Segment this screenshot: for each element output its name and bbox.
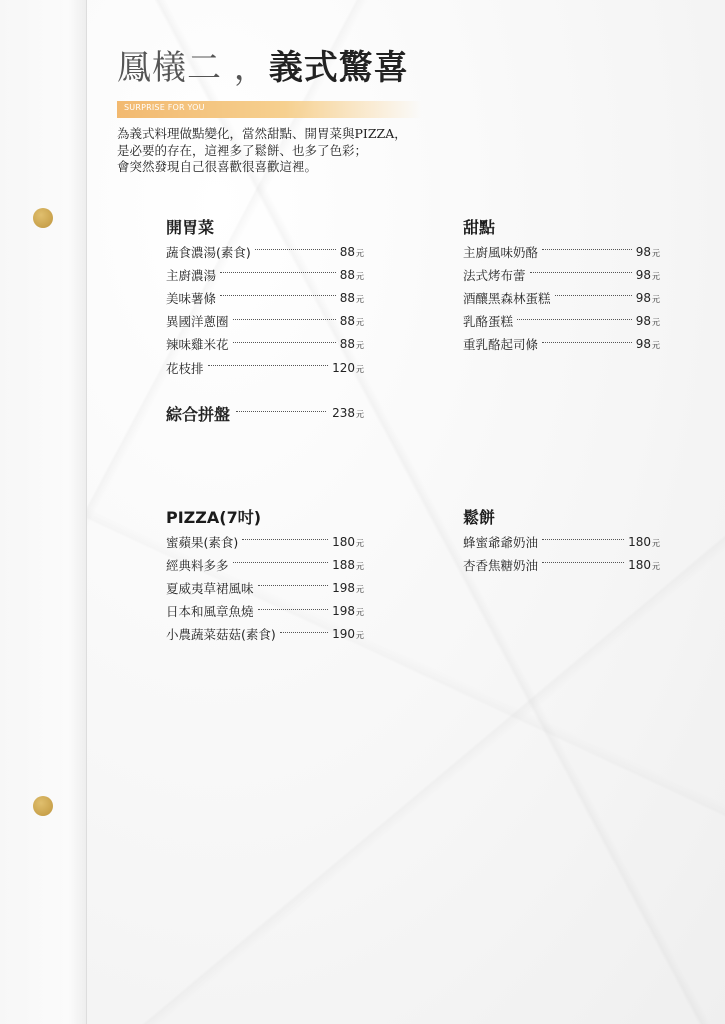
- leader-dots: [233, 562, 329, 563]
- leader-dots: [258, 609, 329, 610]
- item-name: 酒釀黑森林蛋糕: [463, 290, 551, 306]
- menu-item: [166, 240, 364, 263]
- item-price: 88元: [339, 314, 364, 329]
- item-price: 198元: [332, 580, 364, 595]
- leader-dots: [233, 342, 336, 343]
- leader-dots: [542, 249, 632, 250]
- leader-dots: [542, 342, 632, 343]
- item-name: 蜜蘋果(素食): [166, 534, 239, 550]
- intro-line: 會突然發現自己很喜歡很喜歡這裡。: [117, 159, 318, 174]
- binding-strip: [0, 0, 87, 1024]
- leader-dots: [220, 272, 336, 273]
- page-title: [117, 44, 409, 92]
- item-price: 98元: [635, 314, 660, 329]
- item-price: 180元: [628, 534, 660, 549]
- item-price: 88元: [339, 290, 364, 305]
- item-price: 88元: [339, 244, 364, 259]
- appetizers-section: [166, 216, 364, 379]
- item-price: 98元: [635, 267, 660, 282]
- item-price: 88元: [339, 337, 364, 352]
- menu-item: [463, 263, 660, 286]
- combo-platter: [166, 400, 364, 426]
- item-price: 198元: [332, 604, 364, 619]
- title-light: 鳳檥二 ，: [117, 48, 269, 88]
- intro-line: 是必要的存在，這裡多了鬆餅、也多了色彩；: [117, 142, 368, 158]
- banner-text: SURPRISE FOR YOU: [124, 103, 205, 112]
- intro-text: [117, 126, 477, 176]
- item-name: 辣味雞米花: [166, 337, 229, 353]
- item-name: 乳酪蛋糕: [463, 314, 514, 330]
- title-bold: 義式驚喜: [268, 48, 409, 88]
- binder-hole-bottom: [33, 796, 53, 816]
- menu-item: [166, 333, 364, 356]
- menu-item: [463, 240, 660, 263]
- binder-hole-top: [33, 208, 53, 228]
- section-title: 開胃菜: [166, 218, 215, 237]
- menu-item: [463, 310, 660, 333]
- menu-item: [166, 553, 364, 576]
- item-price: 88元: [339, 267, 364, 282]
- item-price: 180元: [628, 557, 660, 572]
- menu-item: [463, 333, 660, 356]
- item-name: 蔬食濃湯(素食): [166, 244, 251, 260]
- leader-dots: [517, 319, 632, 320]
- item-price: 98元: [635, 337, 660, 352]
- menu-item: [166, 356, 364, 379]
- menu-item: [463, 286, 660, 309]
- menu-item: [166, 530, 364, 553]
- subtitle-banner: [117, 101, 422, 118]
- item-price: 190元: [332, 627, 364, 642]
- waffles-section: [463, 506, 660, 576]
- item-name: 夏威夷草裙風味: [166, 580, 254, 596]
- item-name: 主廚濃湯: [166, 267, 217, 283]
- leader-dots: [236, 411, 326, 412]
- leader-dots: [555, 295, 632, 296]
- menu-item: [166, 623, 364, 646]
- item-name: 法式烤布蕾: [463, 267, 526, 283]
- leader-dots: [220, 295, 336, 296]
- item-name: 日本和風章魚燒: [166, 604, 254, 620]
- item-name: 小農蔬菜菇菇(素食): [166, 627, 276, 643]
- leader-dots: [542, 539, 624, 540]
- item-name: 杏香焦糖奶油: [463, 557, 539, 573]
- item-name: 經典料多多: [166, 557, 229, 573]
- item-price: 180元: [332, 534, 364, 549]
- combo-price: 238元: [332, 406, 364, 420]
- desserts-section: [463, 216, 660, 356]
- item-price: 98元: [635, 290, 660, 305]
- leader-dots: [542, 562, 624, 563]
- item-name: 主廚風味奶酪: [463, 244, 539, 260]
- item-price: 120元: [332, 360, 364, 375]
- item-price: 98元: [635, 244, 660, 259]
- item-name: 美味薯條: [166, 290, 217, 306]
- item-name: 重乳酪起司條: [463, 337, 539, 353]
- leader-dots: [255, 249, 336, 250]
- menu-item: [166, 310, 364, 333]
- item-name: 蜂蜜爺爺奶油: [463, 534, 539, 550]
- pizza-section: [166, 506, 364, 646]
- menu-item: [166, 600, 364, 623]
- menu-item: [463, 530, 660, 553]
- section-title: PIZZA(7吋): [166, 508, 262, 527]
- leader-dots: [280, 632, 328, 633]
- menu-item: [463, 553, 660, 576]
- section-title: 鬆餅: [463, 508, 496, 527]
- leader-dots: [208, 365, 329, 366]
- item-price: 188元: [332, 557, 364, 572]
- section-title: 甜點: [463, 218, 496, 237]
- intro-line: 為義式料理做點變化，當然甜點、開胃菜與PIZZA，: [117, 126, 407, 141]
- item-name: 異國洋蔥圈: [166, 314, 229, 330]
- menu-item: [166, 576, 364, 599]
- combo-name: 綜合拼盤: [166, 404, 231, 424]
- menu-item: [166, 286, 364, 309]
- leader-dots: [242, 539, 328, 540]
- menu-item: [166, 263, 364, 286]
- leader-dots: [530, 272, 632, 273]
- leader-dots: [233, 319, 336, 320]
- leader-dots: [258, 585, 329, 586]
- item-name: 花枝排: [166, 360, 204, 376]
